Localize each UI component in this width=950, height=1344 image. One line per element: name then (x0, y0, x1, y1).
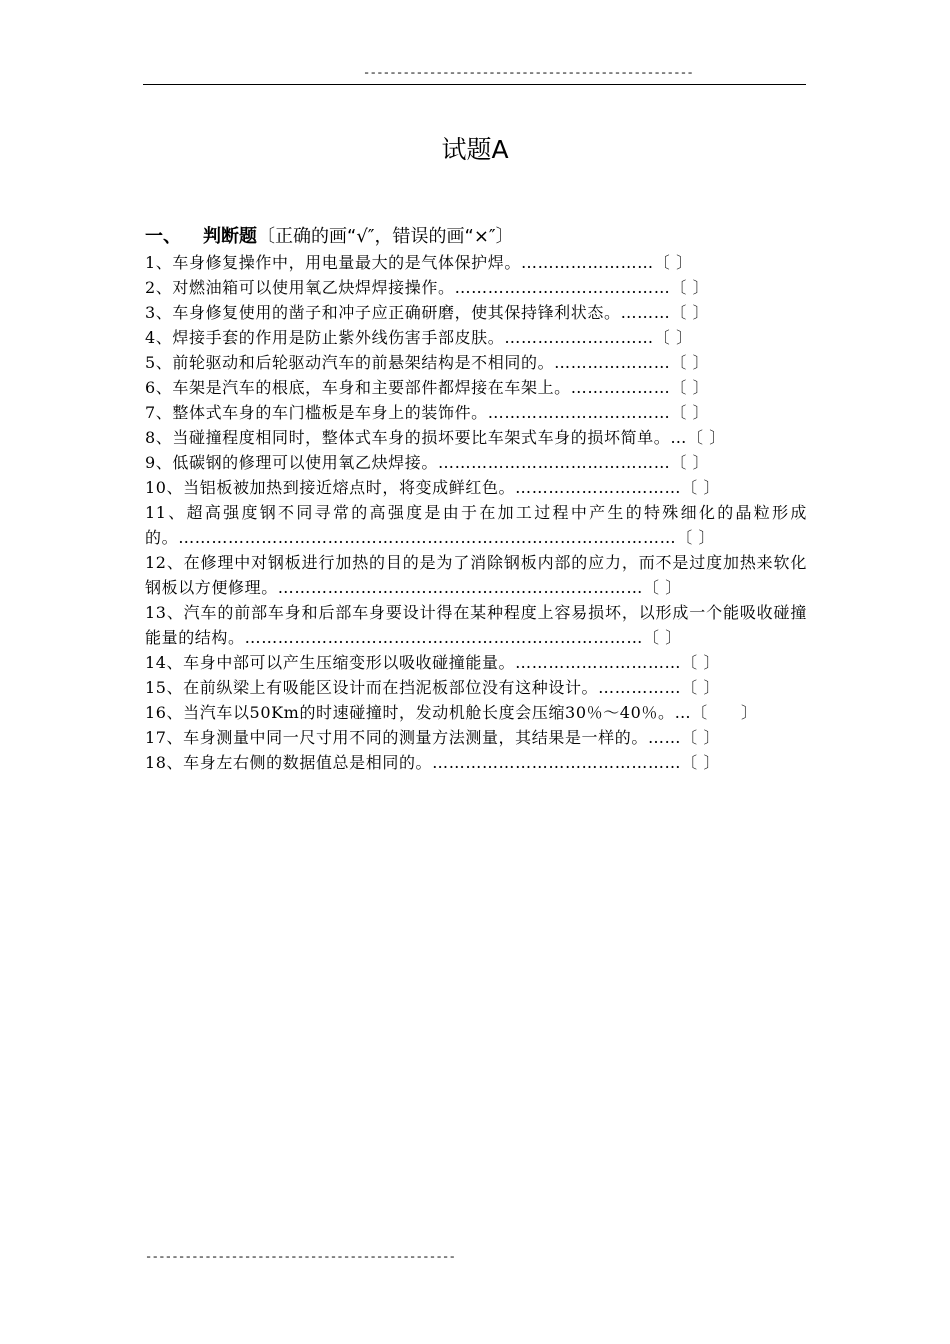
question-item: 2、对燃油箱可以使用氧乙炔焊焊接操作。…………………………………〔 〕 (145, 278, 710, 297)
question-item: 16、当汽车以50Km的时速碰撞时，发动机舱长度会压缩30％～40％。…〔 〕 (145, 703, 758, 722)
question-item: 1、车身修复操作中，用电量最大的是气体保护焊。……………………〔 〕 (145, 253, 693, 272)
question-item: 4、焊接手套的作用是防止紫外线伤害手部皮肤。………………………〔 〕 (145, 328, 693, 347)
question-item: 3、车身修复使用的凿子和冲子应正确研磨，使其保持锋利状态。………〔 〕 (145, 303, 710, 322)
question-item: 11、超高强度钢不同寻常的高强度是由于在加工过程中产生的特殊细化的晶粒形成的。………………………………………………………………………………〔 〕 (145, 503, 807, 547)
header-dash-line: -------------------------------------------------- (363, 66, 694, 80)
header-rule (143, 84, 806, 85)
question-item: 14、车身中部可以产生压缩变形以吸收碰撞能量。…………………………〔 〕 (145, 653, 721, 672)
question-item: 17、车身测量中同一尺寸用不同的测量方法测量，其结果是一样的。……〔 〕 (145, 728, 721, 747)
question-item: 15、在前纵梁上有吸能区设计而在挡泥板部位没有这种设计。……………〔 〕 (145, 678, 721, 697)
question-item: 6、车架是汽车的根底，车身和主要部件都焊接在车架上。………………〔 〕 (145, 378, 710, 397)
page-title: 试题A (441, 135, 509, 164)
section-number: 一、 (145, 226, 181, 247)
footer-dash-line: ----------------------------------------------- (145, 1250, 456, 1264)
question-item: 5、前轮驱动和后轮驱动汽车的前悬架结构是不相同的。…………………〔 〕 (145, 353, 710, 372)
section-name: 判断题 (203, 226, 257, 247)
question-list (145, 250, 807, 775)
question-item: 13、汽车的前部车身和后部车身要设计得在某种程度上容易损坏，以形成一个能吸收碰撞能量的结构。………………………………………………………………〔 〕 (145, 603, 807, 647)
question-item: 10、当铝板被加热到接近熔点时，将变成鲜红色。…………………………〔 〕 (145, 478, 721, 497)
section-instruction: 〔正确的画“√″，错误的画“×″〕 (257, 226, 514, 247)
question-item: 8、当碰撞程度相同时，整体式车身的损坏要比车架式车身的损坏简单。…〔 〕 (145, 428, 726, 447)
question-item: 9、低碳钢的修理可以使用氧乙炔焊接。……………………………………〔 〕 (145, 453, 710, 472)
question-item: 7、整体式车身的车门槛板是车身上的装饰件。……………………………〔 〕 (145, 403, 710, 422)
section-heading (145, 224, 514, 250)
question-item: 12、在修理中对钢板进行加热的目的是为了消除钢板内部的应力，而不是过度加热来软化钢板以方便修理。…………………………………………………………〔 〕 (145, 553, 807, 597)
question-item: 18、车身左右侧的数据值总是相同的。………………………………………〔 〕 (145, 753, 721, 772)
